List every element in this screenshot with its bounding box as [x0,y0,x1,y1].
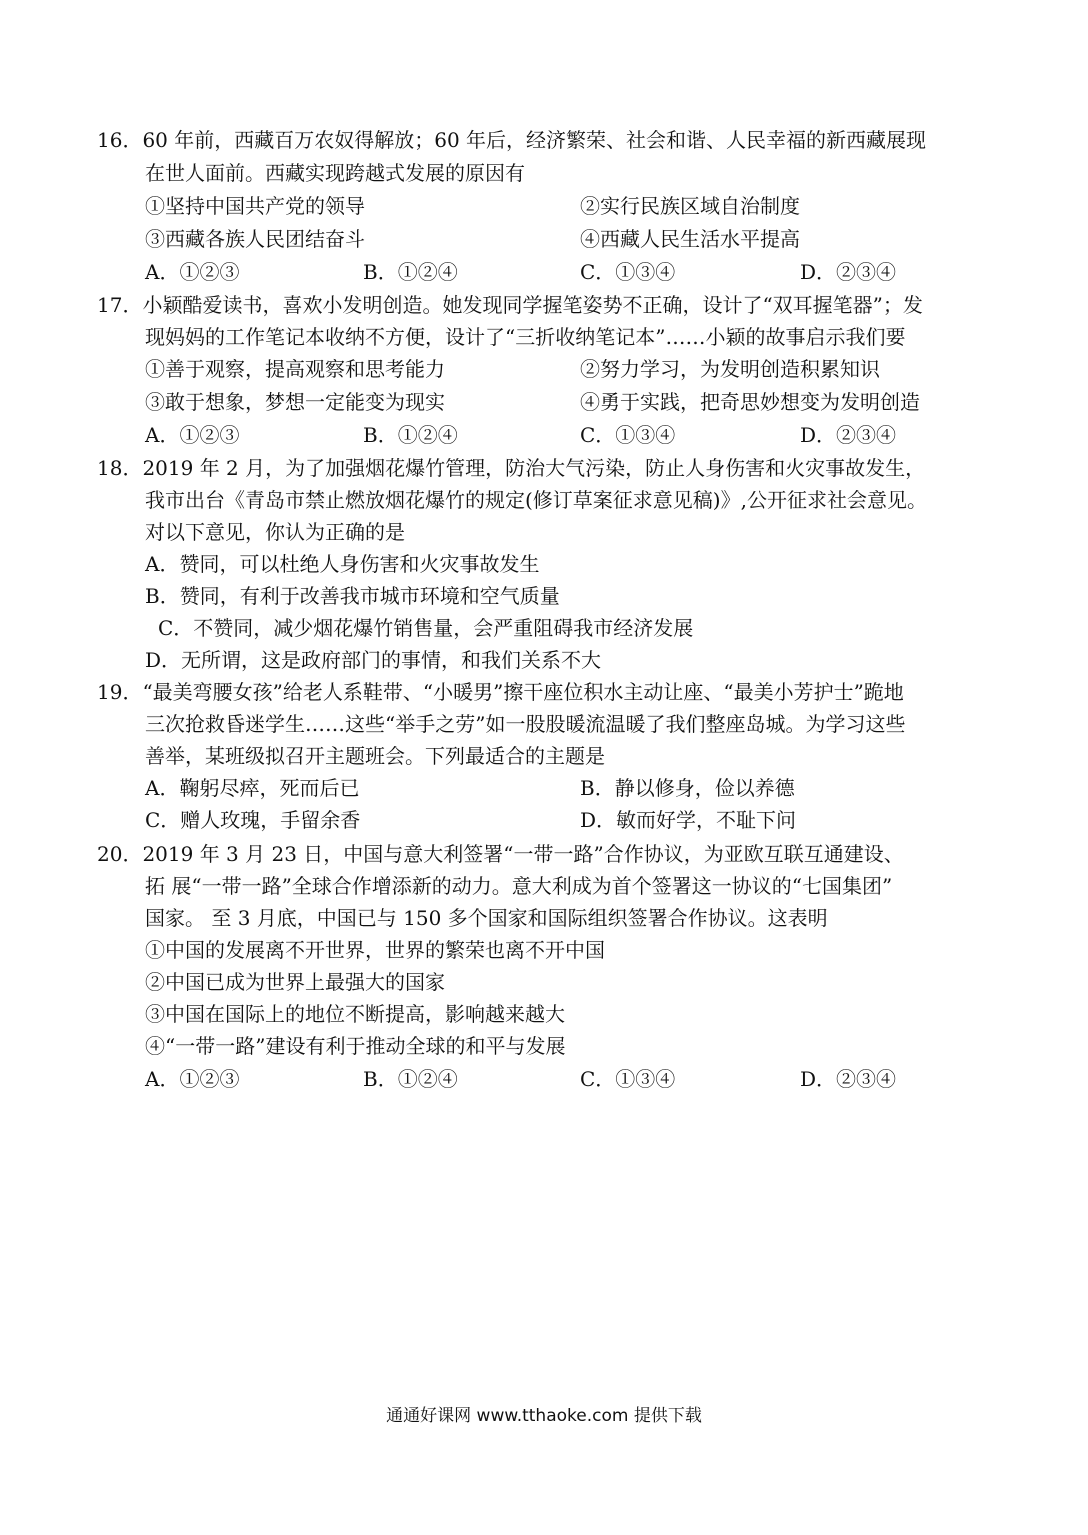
question-20-statement-3: ③中国在国际上的地位不断提高，影响越来越大 [145,1002,565,1026]
question-20-statement-4: ④“一带一路”建设有利于推动全球的和平与发展 [145,1034,566,1058]
question-19-option-b: B．静以修身，俭以养德 [580,776,795,800]
question-19-option-d: D．敏而好学，不耻下问 [580,808,797,832]
question-18-option-a: A．赞同，可以杜绝人身伤害和火灾事故发生 [145,552,540,576]
question-17-statement-1: ①善于观察，提高观察和思考能力 [145,357,445,381]
question-18-option-b: B．赞同，有利于改善我市城市环境和空气质量 [145,584,560,608]
question-17-option-a: A．①②③ [145,423,240,447]
question-16-option-c: C．①③④ [580,260,676,284]
question-20-stem-line-1: 20．2019 年 3 月 23 日，中国与意大利签署“一带一路”合作协议，为亚欧互联互通建设、 [97,842,904,866]
question-20-option-d: D．②③④ [800,1067,897,1091]
question-17-stem-line-2: 现妈妈的工作笔记本收纳不方便，设计了“三折收纳笔记本”……小颖的故事启示我们要 [145,325,906,349]
question-19-option-c: C．赠人玫瑰，手留余香 [145,808,361,832]
question-18-option-d: D．无所谓，这是政府部门的事情，和我们关系不大 [145,648,602,672]
question-17-option-c: C．①③④ [580,423,676,447]
question-17-statement-4: ④勇于实践，把奇思妙想变为发明创造 [580,390,920,414]
question-16-statement-3: ③西藏各族人民团结奋斗 [145,227,365,251]
question-16-option-b: B．①②④ [363,260,458,284]
question-16-stem-line-2: 在世人面前。西藏实现跨越式发展的原因有 [145,161,525,185]
question-19-stem-line-2: 三次抢救昏迷学生……这些“举手之劳”如一股股暖流温暖了我们整座岛城。为学习这些 [145,712,906,736]
question-17-option-d: D．②③④ [800,423,897,447]
question-16-stem-line-1: 16．60 年前，西藏百万农奴得解放；60 年后，经济繁荣、社会和谐、人民幸福的新西藏展现 [97,128,927,152]
question-16-option-d: D．②③④ [800,260,897,284]
question-17-stem-line-1: 17．小颖酷爱读书，喜欢小发明创造。她发现同学握笔姿势不正确，设计了“双耳握笔器”；发 [97,293,923,317]
question-20-option-c: C．①③④ [580,1067,676,1091]
question-16-option-a: A．①②③ [145,260,240,284]
question-18-stem-line-2: 我市出台《青岛市禁止燃放烟花爆竹的规定(修订草案征求意见稿)》,公开征求社会意见。 [145,488,927,512]
page-footer: 通通好课网 www.tthaoke.com 提供下载 [386,1406,702,1426]
question-19-stem-line-1: 19．“最美弯腰女孩”给老人系鞋带、“小暖男”擦干座位积水主动让座、“最美小芳护士”跪地 [97,680,904,704]
question-16-statement-2: ②实行民族区域自治制度 [580,194,800,218]
question-17-statement-2: ②努力学习，为发明创造积累知识 [580,357,880,381]
question-20-stem-line-2: 拓 展“一带一路”全球合作增添新的动力。意大利成为首个签署这一协议的“七国集团” [145,874,893,898]
question-18-stem-line-3: 对以下意见，你认为正确的是 [145,520,405,544]
question-19-stem-line-3: 善举，某班级拟召开主题班会。下列最适合的主题是 [145,744,605,768]
question-18-option-c: C．不赞同，减少烟花爆竹销售量，会严重阻碍我市经济发展 [158,616,694,640]
question-20-statement-2: ②中国已成为世界上最强大的国家 [145,970,445,994]
question-20-option-a: A．①②③ [145,1067,240,1091]
question-18-stem-line-1: 18．2019 年 2 月，为了加强烟花爆竹管理，防治大气污染，防止人身伤害和火灾事故发生， [97,456,926,480]
question-16-statement-4: ④西藏人民生活水平提高 [580,227,800,251]
question-19-option-a: A．鞠躬尽瘁，死而后已 [145,776,360,800]
question-20-stem-line-3: 国家。 至 3 月底，中国已与 150 多个国家和国际组织签署合作协议。这表明 [145,906,828,930]
question-17-option-b: B．①②④ [363,423,458,447]
question-17-statement-3: ③敢于想象，梦想一定能变为现实 [145,390,445,414]
question-16-statement-1: ①坚持中国共产党的领导 [145,194,365,218]
question-20-option-b: B．①②④ [363,1067,458,1091]
question-20-statement-1: ①中国的发展离不开世界，世界的繁荣也离不开中国 [145,938,605,962]
